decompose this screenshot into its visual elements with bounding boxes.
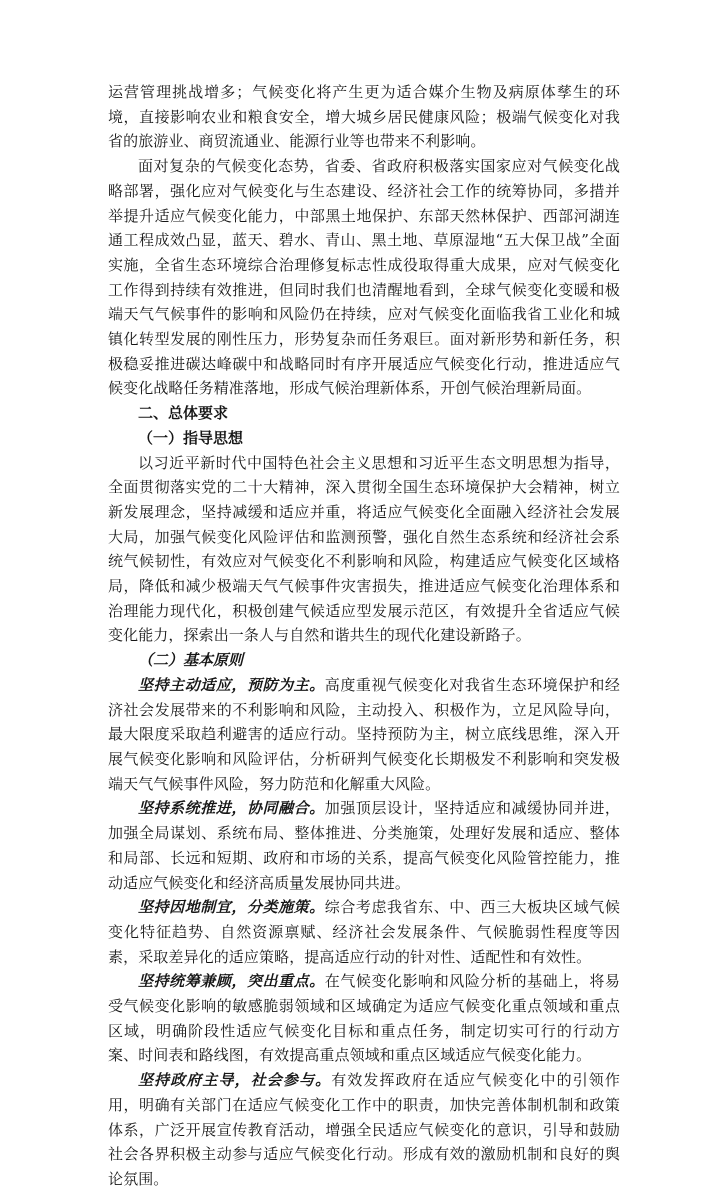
principle-body: 有效发挥政府在适应气候变化中的引领作用，明确有关部门在适应气候变化工作中的职责，加快完善体制机制和政策体系，广泛开展宣传教育活动，增强全民适应气候变化的意识，引导和鼓励社会各界积极主动参与适应气候变化行动。形成有效的激励机制和良好的舆论氛围。 (108, 1071, 620, 1188)
principle-paragraph (108, 796, 620, 895)
paragraph-guiding-thought: 以习近平新时代中国特色社会主义思想和习近平生态文明思想为指导，全面贯彻落实党的二十大精神，深入贯彻全国生态环境保护大会精神，树立新发展理念，坚持减缓和适应并重，将适应气候变化全面融入经济社会发展大局，加强气候变化风险评估和监测预警，强化自然生态系统和经济社会系统气候韧性，有效应对气候变化不利影响和风险，构建适应气候变化区域格局，降低和减少极端天气气候事件灾害损失，推进适应气候变化治理体系和治理能力现代化，积极创建气候适应型发展示范区，有效提升全省适应气候变化能力，探索出一条人与自然和谐共生的现代化建设新路子。 (108, 453, 620, 645)
principle-body: 高度重视气候变化对我省生态环境保护和经济社会发展带来的不利影响和风险，主动投入、积极作为，立足风险导向，最大限度采取趋利避害的适应行动。坚持预防为主，树立底线思维，深入开展气候变化影响和风险评估，分析研判气候变化长期极发不利影响和突发极端天气气候事件风险，努力防范和化解重大风险。 (108, 675, 621, 793)
principle-lead: 坚持主动适应，预防为主。 (138, 675, 325, 694)
section-heading-general-requirements: 二、总体要求 (138, 404, 229, 423)
paragraph-situation: 面对复杂的气候变化态势，省委、省政府积极落实国家应对气候变化战略部署，强化应对气候变化与生态建设、经济社会工作的统筹协同，多措并举提升适应气候变化能力，中部黑土地保护、东部天然林保护、西部河湖连通工程成效凸显，蓝天、碧水、青山、黑土地、草原湿地“五大保卫战”全面实施，全省生态环境综合治理修复标志性成役取得重大成果，应对气候变化工作得到持续有效推进，但同时我们也清醒地看到，全球气候变化变暖和极端天气气候事件的影响和风险仍在持续，应对气候变化面临我省工业化和城镇化转型发展的刚性压力，形势复杂而任务艰巨。面对新形势和新任务，积极稳妥推进碳达峰碳中和战略同时有序开展适应气候变化行动，推进适应气候变化战略任务精准落地，形成气候治理新体系，开创气候治理新局面。 (108, 157, 620, 398)
principle-paragraph (108, 969, 620, 1068)
principle-paragraph (108, 673, 620, 797)
document-page (108, 80, 620, 1192)
subsection-heading-guiding-thought: （一）指导思想 (138, 428, 244, 447)
principle-body: 在气候变化影响和风险分析的基础上，将易受气候变化影响的敏感脆弱领域和区域确定为适应气候变化重点领域和重点区域，明确阶段性适应气候变化目标和重点任务，制定切实可行的行动方案、时间表和路线图，有效提高重点领域和重点区域适应气候变化能力。 (108, 972, 621, 1065)
principle-body: 加强顶层设计，坚持适应和减缓协同并进，加强全局谋划、系统布局、整体推进、分类施策，处理好发展和适应、整体和局部、长远和短期、政府和市场的关系，提高气候变化风险管控能力，推动适应气候变化和经济高质量发展协同共进。 (108, 799, 621, 892)
principle-paragraph (108, 1068, 620, 1192)
principle-paragraph (108, 895, 620, 969)
principle-lead: 坚持政府主导，社会参与。 (138, 1071, 332, 1090)
principle-lead: 坚持统筹兼顾，突出重点。 (138, 972, 325, 991)
paragraph-climate-impacts: 运营管理挑战增多；气候变化将产生更为适合媒介生物及病原体孳生的环境，直接影响农业和粮食安全，增大城乡居民健康风险；极端气候变化对我省的旅游业、商贸流通业、能源行业等也带来不利影响。 (108, 83, 620, 151)
principle-lead: 坚持系统推进，协同融合。 (138, 799, 325, 818)
principle-body: 综合考虑我省东、中、西三大板块区域气候变化特征趋势、自然资源禀赋、经济社会发展条件、气候脆弱性程度等因素，采取差异化的适应策略，提高适应行动的针对性、适配性和有效性。 (108, 898, 621, 966)
principle-lead: 坚持因地制宜，分类施策。 (138, 898, 325, 917)
subsection-heading-basic-principles: （二）基本原则 (138, 651, 244, 670)
